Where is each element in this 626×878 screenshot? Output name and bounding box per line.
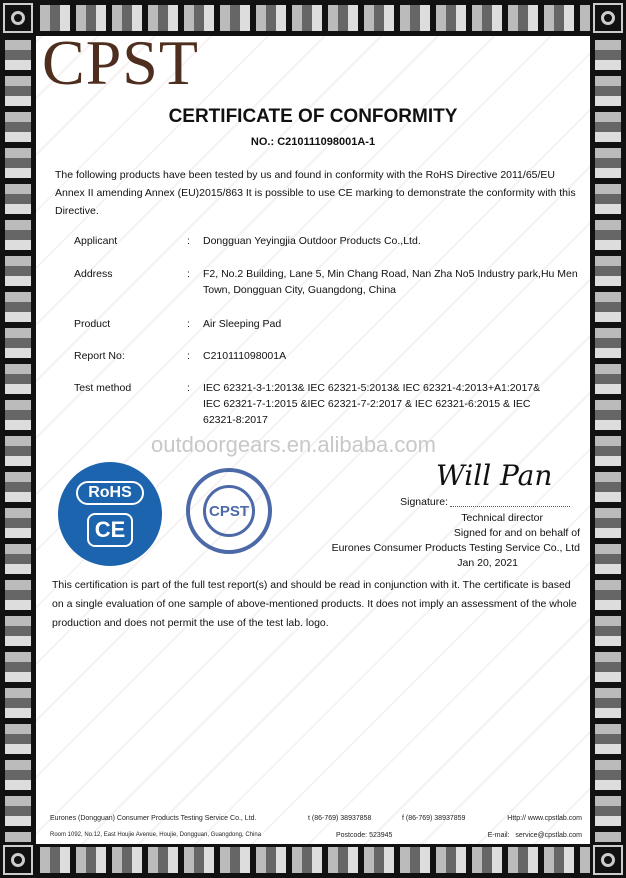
intro-paragraph: The following products have been tested by us and found in conformity with the RoHS Directive 2011/65/EU Annex II amending Annex (EU)2015/863 It is possible to use CE marking to demonstrate the conformity with this Directive. [55,169,576,217]
field-value: Air Sleeping Pad [203,318,282,330]
rope-border-right [595,36,621,842]
field-test-method [74,380,543,428]
corner-ornament [3,3,33,33]
colon: : [187,350,190,362]
field-label: Product [74,318,111,330]
handwritten-signature: Will Pan [436,459,553,492]
signature-line [450,506,570,507]
field-label: Test method [74,382,132,394]
field-value: C210111098001A [203,350,287,362]
cpst-logo: CPST [42,36,199,98]
on-behalf-text: Signed for and on behalf of [453,527,580,539]
colon: : [187,235,190,247]
signing-company: Eurones Consumer Products Testing Service Co., Ltd [331,542,580,554]
field-value: Dongguan Yeyingjia Outdoor Products Co.,Ltd. [203,235,421,247]
colon: : [187,318,190,330]
footer-website[interactable]: Http:// www.cpstlab.com [507,815,582,822]
signature-label: Signature: [400,496,448,508]
signer-role: Technical director [461,512,543,524]
field-label: Report No: [74,350,125,362]
store-watermark: outdoorgears.en.alibaba.com [151,432,436,457]
footer-address: Room 1092, No.12, East Houjie Avenue, Houjie, Dongguan, Guangdong, China [50,832,262,838]
rohs-text: RoHS [76,481,144,505]
certificate-number: NO.: C210111098001A-1 [250,136,376,148]
rope-border-bottom [36,847,590,873]
ce-mark: CE [87,513,133,547]
footer-tel: t (86-769) 38937858 [308,815,372,822]
field-label: Applicant [74,235,118,247]
field-report-no [74,348,578,364]
field-value: F2, No.2 Building, Lane 5, Min Chang Road, Nan Zha No5 Industry park,Hu Men Town, Dongguan City, Guangdong, China [203,268,578,296]
colon: : [187,268,190,280]
footer-company: Eurones (Dongguan) Consumer Products Testing Service Co., Ltd. [50,815,257,822]
footer-email[interactable]: E-mail: service@cpstlab.com [487,832,582,839]
stamp-text: CPST [203,485,255,537]
field-value: IEC 62321-3-1:2013& IEC 62321-5:2013& IEC 62321-4:2013+A1:2017& IEC 62321-7-1:2015 &IEC 62321-7-2:2017 & IEC 62321-6:2015 & IEC 62321-8:2017 [203,382,541,426]
rope-border-top [36,5,590,31]
rope-border-left [5,36,31,842]
footer-fax: f (86-769) 38937859 [402,815,466,822]
field-applicant [74,233,578,249]
field-label: Address [74,268,113,280]
corner-ornament [593,3,623,33]
field-address [74,266,578,298]
certificate-page [36,36,590,844]
signature-date: Jan 20, 2021 [457,557,518,569]
corner-ornament [3,845,33,875]
closing-paragraph: This certification is part of the full test report(s) and should be read in conjunction with it. The certificate is based on a single evaluation of one sample of above-mentioned products. It does not imply an assessment of the whole production and does not permit the use of the test lab. logo. [52,579,577,629]
rohs-ce-logo [58,462,162,566]
footer-postcode: Postcode: 523945 [336,832,393,839]
certificate-title: CERTIFICATE OF CONFORMITY [168,106,458,127]
field-product [74,316,578,332]
company-stamp [186,468,272,554]
colon: : [187,382,190,394]
corner-ornament [593,845,623,875]
